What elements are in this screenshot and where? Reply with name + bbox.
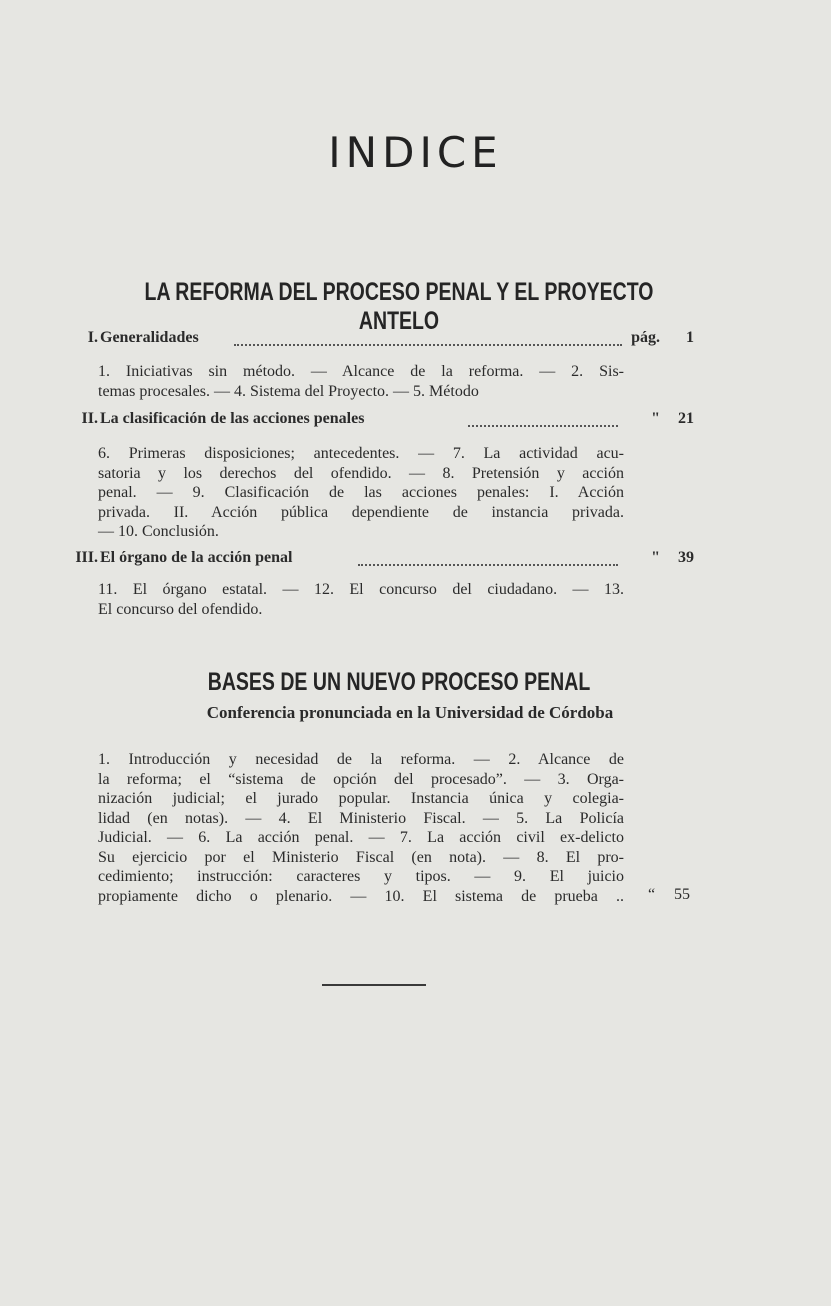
section-subtitle: Conferencia pronunciada en la Universidad de Córdoba — [206, 703, 614, 722]
section-title-bases: BASES DE UN NUEVO PROCESO PENAL — [207, 668, 591, 696]
entry-summary — [98, 362, 624, 401]
page-number: 39 — [678, 549, 694, 566]
section2-summary[interactable] — [98, 750, 624, 906]
summary-line: nización judicial; el jurado popular. Instancia única y colegia- — [98, 790, 624, 807]
dot-leader — [468, 423, 618, 427]
summary-line: — 10. Conclusión. — [98, 523, 219, 540]
toc-entry-organo[interactable] — [62, 549, 694, 571]
dot-leader — [234, 342, 622, 346]
closing-rule — [322, 984, 426, 986]
entry-number: III. — [75, 549, 98, 566]
entry-label: Generalidades — [100, 329, 199, 346]
page-number: 55 — [674, 886, 690, 903]
page-prefix: " — [651, 549, 660, 566]
page-prefix: " — [651, 410, 660, 427]
summary-line: penal. — 9. Clasificación de las acciones penales: I. Acción — [98, 484, 624, 501]
summary-line: 1. Iniciativas sin método. — Alcance de la reforma. — 2. Sis- — [98, 363, 624, 380]
summary-line: la reforma; el “sistema de opción del procesado”. — 3. Orga- — [98, 770, 624, 788]
summary-line: privada. II. Acción pública dependiente de instancia privada. — [98, 503, 624, 521]
summary-line: 11. El órgano estatal. — 12. El concurso del ciudadano. — 13. — [98, 581, 624, 598]
summary-line: Su ejercicio por el Ministerio Fiscal (en nota). — 8. El pro- — [98, 848, 624, 866]
summary-line: 6. Primeras disposiciones; antecedentes. — 7. La actividad acu- — [98, 445, 624, 462]
dot-leader — [358, 562, 618, 566]
page-prefix: “ — [648, 886, 656, 903]
summary-line: temas procesales. — 4. Sistema del Proyecto. — 5. Método — [98, 382, 479, 400]
entry-summary — [98, 580, 624, 619]
page-prefix: pág. — [631, 329, 660, 346]
toc-entry-clasificacion[interactable] — [62, 410, 694, 432]
summary-line: El concurso del ofendido. — [98, 600, 263, 618]
toc-entry-generalidades[interactable] — [62, 329, 694, 351]
entry-number: II. — [81, 410, 98, 427]
summary-line: cedimiento; instrucción: caracteres y tipos. — 9. El juicio — [98, 868, 624, 885]
entry-label: La clasificación de las acciones penales — [100, 410, 365, 427]
summary-line: 1. Introducción y necesidad de la reforma. — 2. Alcance de — [98, 751, 624, 768]
section-title-reforma: LA REFORMA DEL PROCESO PENAL Y EL PROYECTO ANTELO — [144, 278, 654, 335]
summary-line: lidad (en notas). — 4. El Ministerio Fiscal. — 5. La Policía — [98, 809, 624, 827]
entry-number: I. — [87, 329, 98, 346]
summary-line: propiamente dicho o plenario. — 10. El sistema de prueba .. — [98, 887, 624, 905]
page-number: 1 — [686, 329, 694, 346]
entry-label: El órgano de la acción penal — [100, 549, 293, 566]
summary-line: Judicial. — 6. La acción penal. — 7. La acción civil ex-delicto — [98, 829, 624, 846]
page-title: INDICE — [328, 128, 503, 177]
entry-summary — [98, 444, 624, 542]
page-number: 21 — [678, 410, 694, 427]
summary-line: satoria y los derechos del ofendido. — 8. Pretensión y acción — [98, 464, 624, 482]
